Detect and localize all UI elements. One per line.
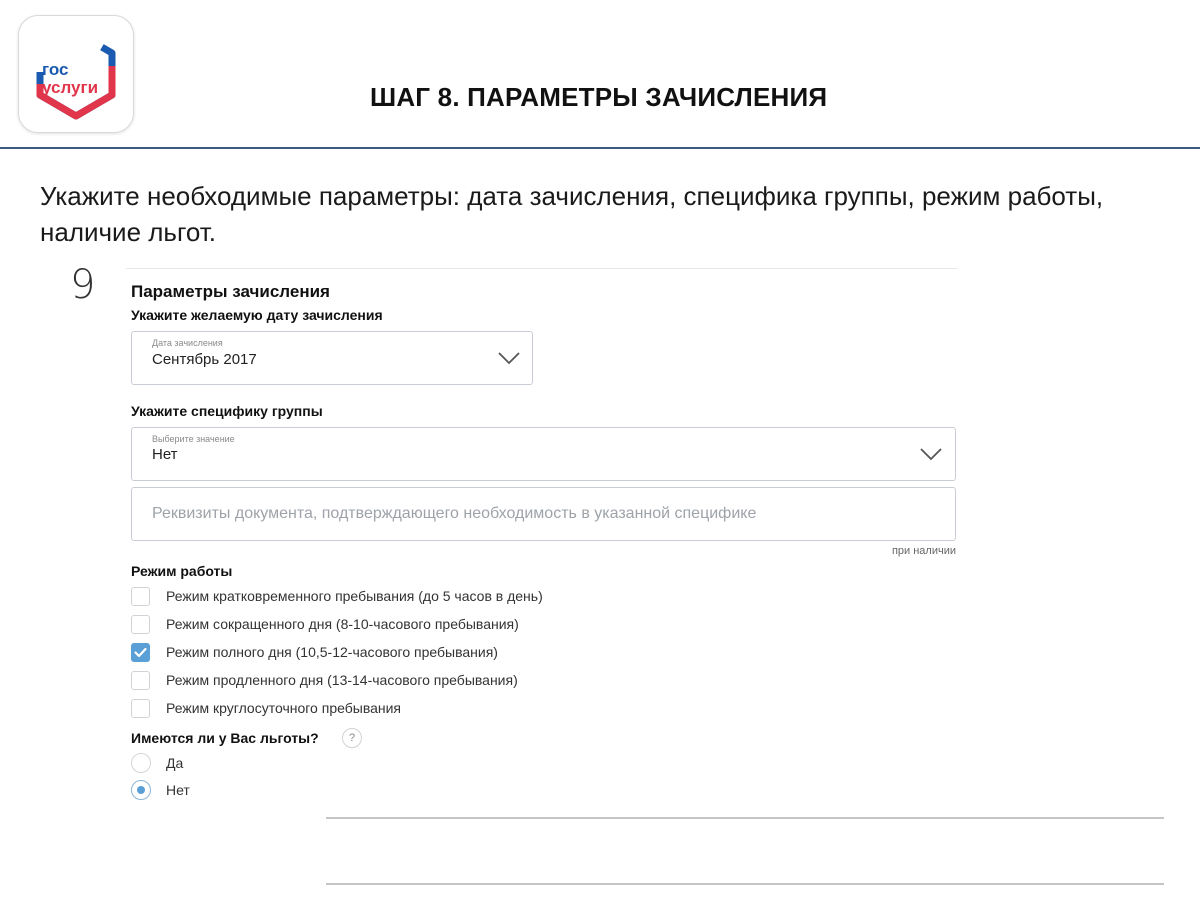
step-number: 9 xyxy=(70,262,96,308)
enrollment-date-value: Сентябрь 2017 xyxy=(152,351,257,368)
mode-option-label: Режим сокращенного дня (8-10-часового пребывания) xyxy=(166,616,519,632)
benefits-option-no[interactable] xyxy=(131,779,190,801)
mode-option-label: Режим полного дня (10,5-12-часового пребывания) xyxy=(166,644,498,660)
document-details-input[interactable] xyxy=(131,487,956,541)
group-specifics-value: Нет xyxy=(152,446,178,463)
benefits-section-label: Имеются ли у Вас льготы? xyxy=(131,730,319,746)
enrollment-date-sublabel: Дата зачисления xyxy=(152,338,223,348)
help-icon[interactable]: ? xyxy=(342,728,362,748)
mode-option-round-the-clock[interactable] xyxy=(131,697,401,719)
chevron-down-icon xyxy=(498,352,520,365)
date-section-label: Укажите желаемую дату зачисления xyxy=(131,307,383,323)
mode-section-label: Режим работы xyxy=(131,563,233,579)
group-specifics-sublabel: Выберите значение xyxy=(152,434,235,444)
mode-option-full-day[interactable] xyxy=(131,641,498,663)
form-top-divider xyxy=(126,268,958,269)
gosuslugi-logo xyxy=(18,15,134,133)
benefits-option-yes[interactable] xyxy=(131,752,183,774)
form-title: Параметры зачисления xyxy=(131,282,330,301)
checkbox[interactable] xyxy=(131,615,150,634)
mode-option-short-stay[interactable] xyxy=(131,585,543,607)
mode-option-shortened-day[interactable] xyxy=(131,613,519,635)
benefits-option-label: Нет xyxy=(166,782,190,798)
benefits-option-label: Да xyxy=(166,755,184,771)
enrollment-date-select[interactable] xyxy=(131,331,533,385)
chevron-down-icon xyxy=(920,448,942,461)
slide-intro-text: Укажите необходимые параметры: дата зачисления, специфика группы, режим работы, наличие льгот. xyxy=(40,181,1104,247)
checkmark-icon xyxy=(131,643,150,662)
slide-title: ШАГ 8. ПАРАМЕТРЫ ЗАЧИСЛЕНИЯ xyxy=(370,82,828,112)
checkbox[interactable] xyxy=(131,587,150,606)
radio-button[interactable] xyxy=(131,753,151,773)
group-specifics-select[interactable] xyxy=(131,427,956,481)
document-hint: при наличии xyxy=(891,545,956,557)
logo-text-line2: услуги xyxy=(42,78,99,97)
logo-text-line1: гос xyxy=(42,60,69,79)
group-section-label: Укажите специфику группы xyxy=(131,403,323,419)
form-bottom-divider xyxy=(326,883,1164,885)
form-bottom-divider xyxy=(326,817,1164,819)
checkbox-checked[interactable] xyxy=(131,643,150,662)
gosuslugi-logo-emblem xyxy=(28,26,124,122)
mode-option-label: Режим кратковременного пребывания (до 5 часов в день) xyxy=(166,588,543,604)
checkbox[interactable] xyxy=(131,671,150,690)
radio-button-selected[interactable] xyxy=(131,780,151,800)
header-divider xyxy=(0,147,1200,149)
mode-option-label: Режим продленного дня (13-14-часового пребывания) xyxy=(166,672,518,688)
mode-option-extended-day[interactable] xyxy=(131,669,518,691)
checkbox[interactable] xyxy=(131,699,150,718)
mode-option-label: Режим круглосуточного пребывания xyxy=(166,700,402,716)
